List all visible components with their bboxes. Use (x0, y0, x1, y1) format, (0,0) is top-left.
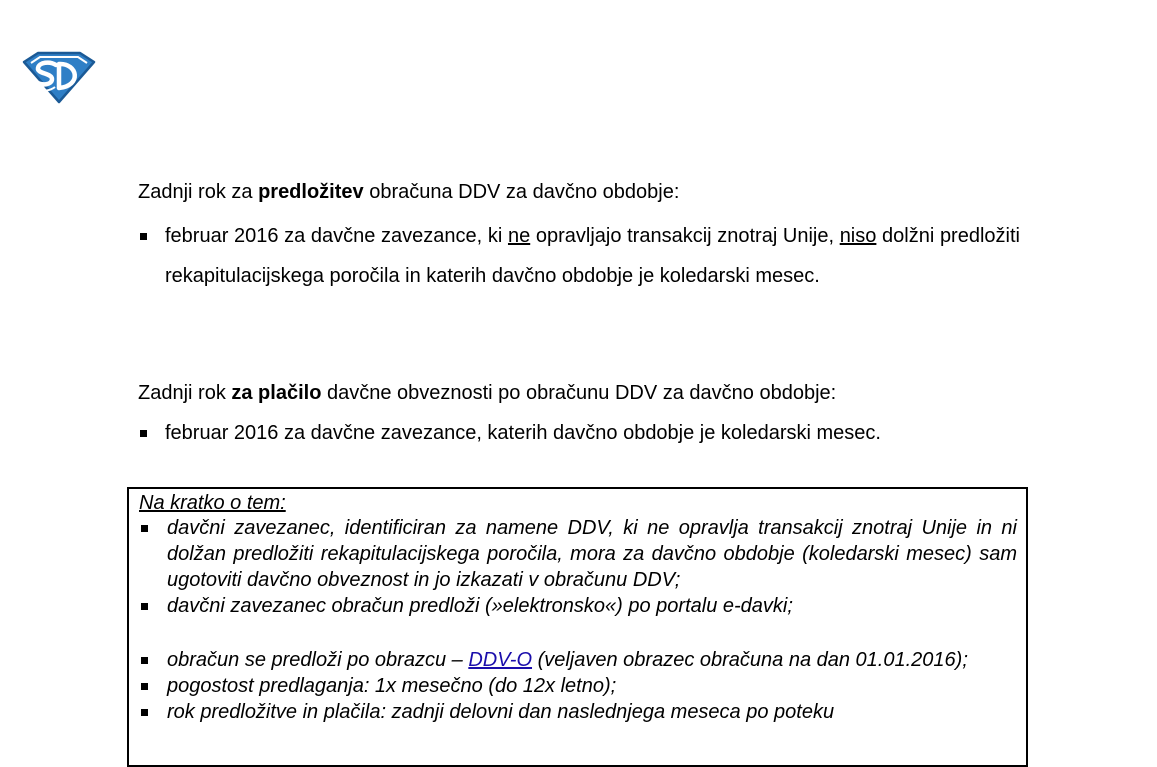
intro-bold-text: predložitev (258, 181, 364, 203)
item-text: dolžni predložiti rekapitulacijskega poročila in katerih davčno obdobje je koledarski mesec. (165, 225, 1020, 287)
list-item (138, 216, 1020, 296)
summary-box (127, 487, 1028, 767)
ddv-o-form-link[interactable]: DDV-O (468, 649, 533, 671)
list-item: februar 2016 za davčne zavezance, katerih davčno obdobje je koledarski mesec. (138, 413, 1020, 453)
underlined-text: niso (839, 225, 877, 247)
list-item: rok predložitve in plačila: zadnji delovni dan naslednjega meseca po poteku (139, 699, 1017, 725)
company-logo (22, 48, 96, 104)
underlined-text: ne (507, 225, 531, 247)
list-item: davčni zavezanec, identificiran za namene DDV, ki ne opravlja transakcij znotraj Unije in ni dolžan predložiti rekapitulacijskega poročila, mora za davčno obdobje (koledarski mesec) sam ugotoviti davčno obveznost in jo izkazati v obračunu DDV; (139, 515, 1017, 593)
sd-shield-logo-icon (22, 48, 96, 104)
summary-title: Na kratko o tem: (139, 492, 286, 514)
intro-text: obračuna DDV za davčno obdobje: (363, 181, 680, 203)
intro-text: Zadnji rok (138, 382, 232, 404)
payment-deadline-list (138, 413, 1020, 453)
item-text: (veljaven obrazec obračuna na dan 01.01.2016); (532, 649, 968, 671)
payment-deadline-intro (138, 381, 1020, 405)
list-item: davčni zavezanec obračun predloži (»elektronsko«) po portalu e-davki; (139, 593, 1017, 619)
submission-deadline-section (138, 180, 1020, 296)
submission-deadline-intro (138, 180, 1020, 204)
item-text: opravljajo transakcij znotraj Unije, (530, 225, 840, 247)
list-item: pogostost predlaganja: 1x mesečno (do 12x letno); (139, 673, 1017, 699)
summary-list (139, 515, 1017, 725)
intro-text: Zadnji rok za (138, 181, 259, 203)
intro-bold-text: za plačilo (231, 382, 322, 404)
item-text: obračun se predloži po obrazcu – (167, 649, 469, 671)
submission-deadline-list (138, 216, 1020, 296)
intro-text: davčne obveznosti po obračunu DDV za davčno obdobje: (321, 382, 837, 404)
payment-deadline-section (138, 381, 1020, 453)
item-text: februar 2016 za davčne zavezance, ki (165, 225, 508, 247)
list-item (139, 647, 1017, 673)
